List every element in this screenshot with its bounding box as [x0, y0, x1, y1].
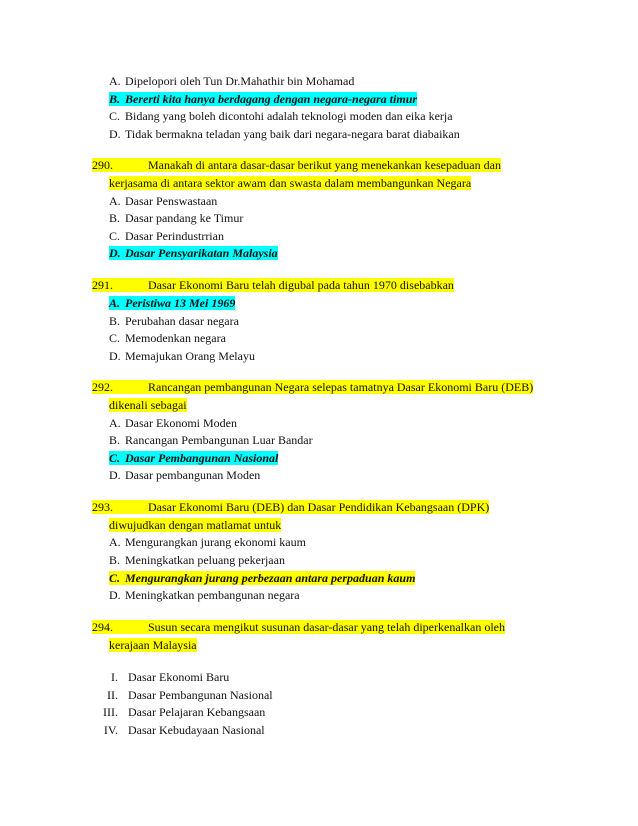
roman-item-2: II. Dasar Pembangunan Nasional — [107, 688, 273, 702]
roman-item-1: I. Dasar Ekonomi Baru — [111, 670, 230, 684]
option-b-answer: B. Bererti kita hanya berdagang dengan negara-negara timur — [109, 92, 418, 106]
option-a: A. Dasar Penswastaan — [109, 194, 218, 208]
option-d-answer: D. Dasar Pensyarikatan Malaysia — [109, 246, 278, 260]
option-b: B. Perubahan dasar negara — [109, 314, 239, 328]
option-d: D. Memajukan Orang Melayu — [109, 349, 255, 363]
option-c: C. Memodenkan negara — [109, 331, 226, 345]
roman-item-3: III. Dasar Pelajaran Kebangsaan — [103, 705, 266, 719]
option-a: A. Dipelopori oleh Tun Dr.Mahathir bin Mohamad — [109, 74, 355, 88]
option-a-answer: A. Peristiwa 13 Mei 1969 — [109, 296, 236, 310]
roman-item-4: IV. Dasar Kebudayaan Nasional — [103, 723, 265, 737]
question-294-stem: 294. Susun secara mengikut susunan dasar-dasar yang telah diperkenalkan oleh — [92, 620, 505, 634]
option-a: A. Dasar Ekonomi Moden — [109, 416, 237, 430]
question-293-stem-cont: diwujudkan dengan matlamat untuk — [109, 518, 282, 532]
question-290-stem-cont: kerjasama di antara sektor awam dan swasta dalam membangunkan Negara — [109, 176, 472, 190]
question-292-stem: 292. Rancangan pembangunan Negara selepas tamatnya Dasar Ekonomi Baru (DEB) — [92, 380, 534, 394]
option-d: D. Tidak bermakna teladan yang baik dari negara-negara barat diabaikan — [109, 127, 460, 141]
option-d: D. Meningkatkan pembangunan negara — [109, 588, 300, 602]
option-b: B. Rancangan Pembangunan Luar Bandar — [109, 433, 313, 447]
question-290-stem: 290. Manakah di antara dasar-dasar berikut yang menekankan kesepaduan dan — [92, 158, 501, 172]
question-292-stem-cont: dikenali sebagai — [109, 398, 187, 412]
option-b: B. Meningkatkan peluang pekerjaan — [109, 553, 285, 567]
question-294-stem-cont: kerajaan Malaysia — [109, 638, 197, 652]
option-c-answer: C. Mengurangkan jurang perbezaan antara perpaduan kaum — [109, 571, 416, 585]
question-291-stem: 291. Dasar Ekonomi Baru telah digubal pada tahun 1970 disebabkan — [92, 278, 454, 292]
option-d: D. Dasar pembangunan Moden — [109, 468, 261, 482]
option-b: B. Dasar pandang ke Timur — [109, 211, 244, 225]
option-c: C. Dasar Perindustrrian — [109, 229, 224, 243]
option-c-answer: C. Dasar Pembangunan Nasional — [109, 451, 279, 465]
question-293-stem: 293. Dasar Ekonomi Baru (DEB) dan Dasar Pendidikan Kebangsaan (DPK) — [92, 500, 490, 514]
option-c: C. Bidang yang boleh dicontohi adalah teknologi moden dan eika kerja — [109, 109, 453, 123]
option-a: A. Mengurangkan jurang ekonomi kaum — [109, 535, 306, 549]
